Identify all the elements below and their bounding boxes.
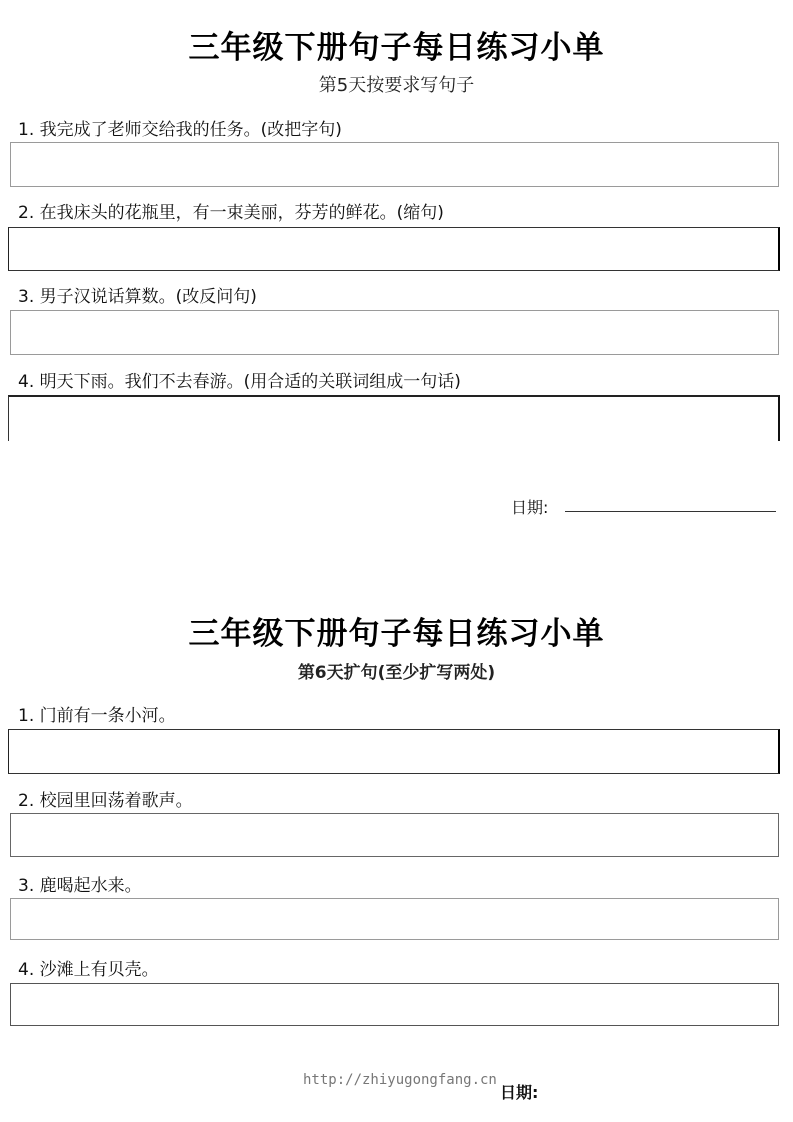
answer-box-1[interactable] — [10, 142, 779, 187]
question-1: 1. 门前有一条小河。 — [18, 706, 176, 726]
answer-box-1[interactable] — [8, 729, 780, 774]
answer-box-2[interactable] — [10, 813, 779, 857]
answer-box-2[interactable] — [8, 227, 780, 271]
question-1: 1. 我完成了老师交给我的任务。(改把字句) — [18, 120, 342, 140]
page-title: 三年级下册句子每日练习小单 — [188, 30, 605, 66]
answer-box-4[interactable] — [8, 395, 780, 441]
page-subtitle-2: 第6天扩句(至少扩写两处) — [297, 663, 496, 683]
date-label: 日期: — [511, 498, 549, 517]
question-2: 2. 在我床头的花瓶里，有一束美丽，芬芳的鲜花。(缩句) — [18, 203, 444, 223]
question-4: 4. 明天下雨。我们不去春游。(用合适的关联词组成一句话) — [18, 372, 461, 392]
date-input-line[interactable] — [565, 511, 776, 512]
date-label-2: 日期: — [500, 1083, 539, 1102]
question-3: 3. 鹿喝起水来。 — [18, 876, 142, 896]
question-4: 4. 沙滩上有贝壳。 — [18, 960, 159, 980]
question-2: 2. 校园里回荡着歌声。 — [18, 791, 193, 811]
question-3: 3. 男子汉说话算数。(改反问句) — [18, 287, 257, 307]
page-title-2: 三年级下册句子每日练习小单 — [188, 616, 605, 652]
page-subtitle: 第5天按要求写句子 — [318, 75, 475, 96]
answer-box-3[interactable] — [10, 310, 779, 355]
answer-box-4[interactable] — [10, 983, 779, 1026]
answer-box-3[interactable] — [10, 898, 779, 940]
website-url[interactable]: http://zhiyugongfang.cn — [303, 1072, 497, 1088]
